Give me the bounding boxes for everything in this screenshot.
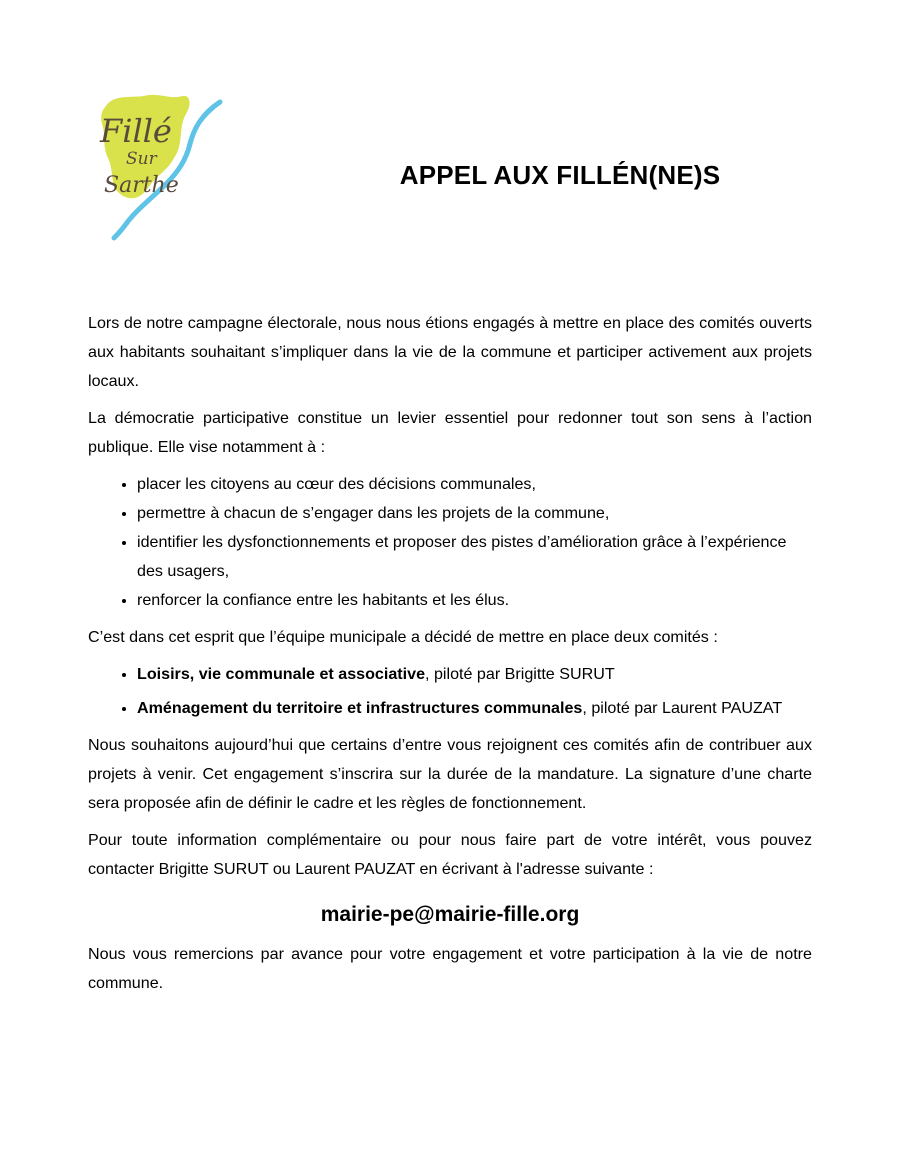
committee-name: Aménagement du territoire et infrastructures communales bbox=[137, 699, 583, 717]
list-item: • renforcer la confiance entre les habitants et les élus. bbox=[137, 586, 812, 615]
committee-name: Loisirs, vie communale et associative bbox=[137, 665, 426, 683]
goals-list bbox=[88, 470, 812, 615]
committees-list bbox=[88, 660, 812, 723]
democracy-paragraph: La démocratie participative constitue un levier essentiel pour redonner tout son sens à l’action publique. Elle vise notamment à : bbox=[88, 409, 812, 456]
list-item: • identifier les dysfonctionnements et proposer des pistes d’amélioration grâce à l’expérience des usagers, bbox=[137, 528, 812, 586]
committee-pilot: , piloté par Laurent PAUZAT bbox=[582, 699, 783, 717]
committees-intro: C’est dans cet esprit que l’équipe municipale a décidé de mettre en place deux comités : bbox=[88, 628, 718, 646]
document-body bbox=[88, 309, 812, 1006]
list-item bbox=[137, 694, 812, 723]
list-item bbox=[137, 660, 812, 689]
committee-pilot: , piloté par Brigitte SURUT bbox=[425, 665, 615, 683]
list-item: • permettre à chacun de s’engager dans les projets de la commune, bbox=[137, 499, 812, 528]
fille-sur-sarthe-logo bbox=[92, 88, 232, 243]
contact-email: mairie-pe@mairie-fille.org bbox=[320, 903, 580, 926]
intro-paragraph: Lors de notre campagne électorale, nous nous étions engagés à mettre en place des comités ouverts aux habitants souhaitant s’impliquer dans la vie de la commune et participer activement aux projets locaux. bbox=[88, 314, 812, 390]
logo-text-sarthe: Sarthe bbox=[104, 173, 179, 198]
list-item: • placer les citoyens au cœur des décisions communales, bbox=[137, 470, 812, 499]
join-paragraph: Nous souhaitons aujourd’hui que certains d’entre vous rejoignent ces comités afin de contribuer aux projets à venir. Cet engagement s’inscrira sur la durée de la mandature. La signature d’une charte sera proposée afin de définir le cadre et les règles de fonctionnement. bbox=[88, 736, 812, 812]
logo-text-sur: Sur bbox=[126, 149, 157, 169]
thanks-paragraph: Nous vous remercions par avance pour votre engagement et votre participation à la vie de notre commune. bbox=[88, 945, 812, 992]
page-title: APPEL AUX FILLÉN(NE)S bbox=[399, 160, 721, 190]
logo-text-fille: Fillé bbox=[100, 112, 172, 150]
contact-paragraph: Pour toute information complémentaire ou pour nous faire part de votre intérêt, vous pouvez contacter Brigitte SURUT ou Laurent PAUZAT en écrivant à l'adresse suivante : bbox=[88, 831, 812, 878]
